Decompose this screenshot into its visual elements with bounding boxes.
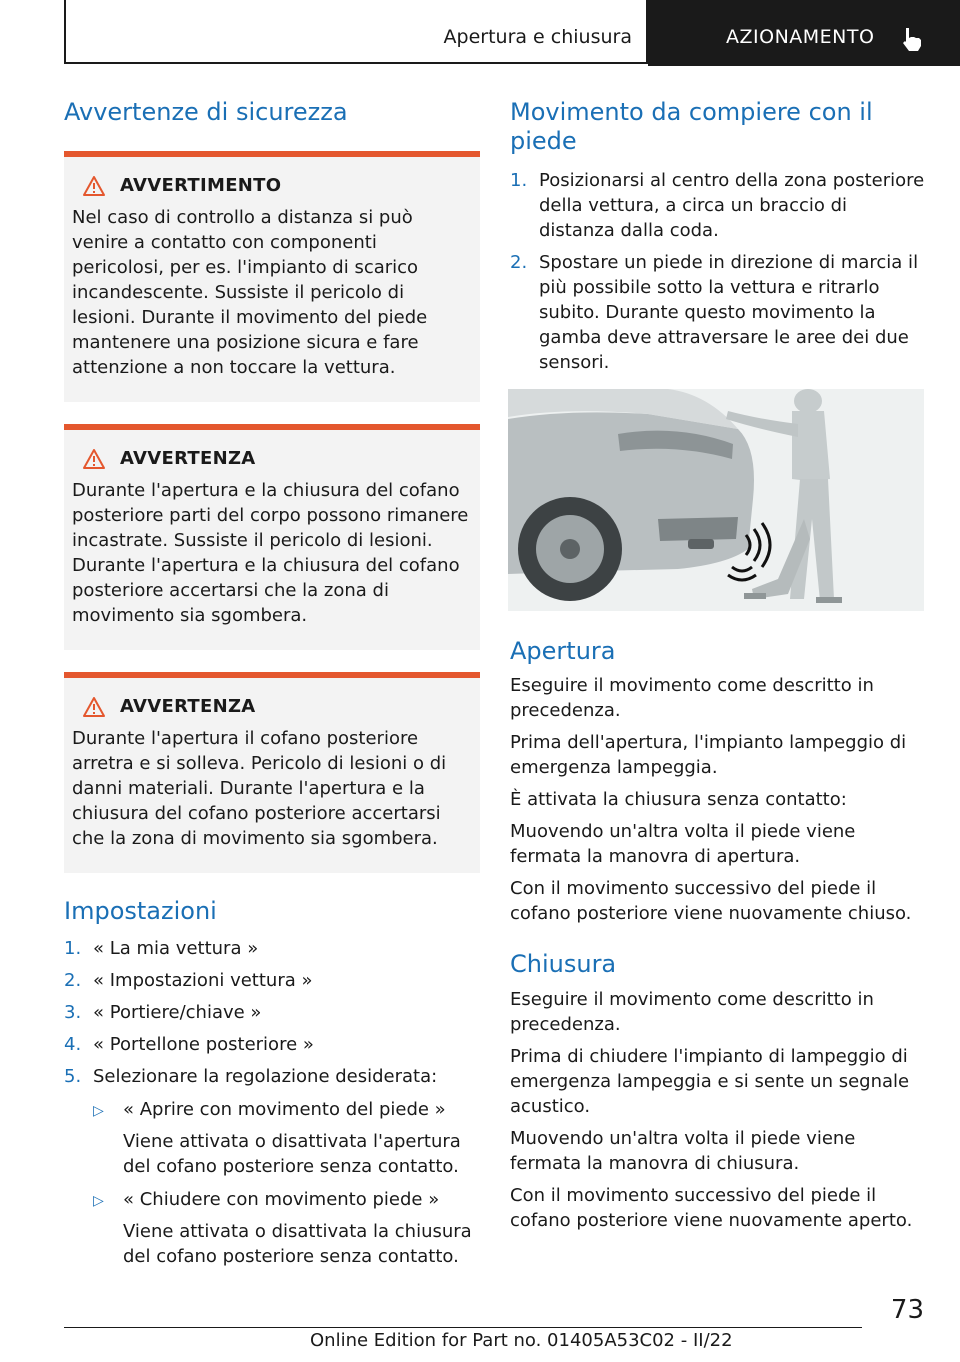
- section-title: Apertura e chiusura: [443, 26, 632, 48]
- list-item: 1. « La mia vettura »: [64, 937, 259, 959]
- warning-box: [64, 672, 480, 873]
- list-item: 3. « Portiere/chiave »: [64, 1001, 262, 1023]
- list-item: 4. « Portellone posteriore »: [64, 1033, 314, 1055]
- opening-paragraph: Muovendo un'altra volta il piede viene fermata la manovra di apertura.: [510, 821, 856, 868]
- warning-text: Durante l'apertura e la chiusura del cofano posteriore parti del corpo possono rimanere incastrate. Sussiste il pericolo di lesioni. Durante l'apertura e la chiusura del cofano posteriore accertarsi che la zona di movimento sia sgombera.: [72, 479, 469, 626]
- safety-heading: Avvertenze di sicurezza: [64, 98, 348, 126]
- warning-triangle-icon: [82, 175, 106, 197]
- closing-heading: Chiusura: [510, 950, 617, 979]
- closing-paragraph: Prima di chiudere l'impianto di lampeggio di emergenza lampeggia e si sente un segnale acustico.: [510, 1046, 910, 1118]
- opening-heading: Apertura: [510, 636, 616, 665]
- closing-paragraph: Muovendo un'altra volta il piede viene fermata la manovra di chiusura.: [510, 1128, 856, 1175]
- triangle-bullet-icon: ▷: [93, 1102, 104, 1119]
- warning-title: AVVERTIMENTO: [120, 175, 282, 197]
- section-header-box: [64, 0, 648, 64]
- opening-paragraph: È attivata la chiusura senza contatto:: [510, 789, 847, 811]
- option-item: ▷ « Aprire con movimento del piede » Viene attivata o disattivata l'apertura del cofano posteriore senza contatto.: [93, 1098, 461, 1177]
- left-column: [64, 98, 480, 1284]
- option-list: [93, 1097, 480, 1269]
- list-item: 1. Posizionarsi al centro della zona posteriore della vettura, a circa un braccio di distanza dalla coda.: [510, 169, 925, 241]
- page-header: [64, 0, 960, 66]
- opening-paragraph: Con il movimento successivo del piede il cofano posteriore viene nuovamente chiuso.: [510, 878, 912, 925]
- chapter-tab: [648, 0, 960, 66]
- warning-box: [64, 424, 480, 650]
- page-number: 73: [890, 1295, 924, 1325]
- footer-divider: [64, 1327, 862, 1328]
- opening-paragraph: Eseguire il movimento come descritto in precedenza.: [510, 675, 874, 722]
- warning-text: Durante l'apertura il cofano posteriore arretra e si solleva. Pericolo di lesioni o di danni materiali. Durante l'apertura e la chiusura del cofano posteriore accertarsi che la zona di movimento sia sgombera.: [72, 727, 447, 849]
- closing-paragraph: Eseguire il movimento come descritto in precedenza.: [510, 989, 874, 1036]
- chapter-title: AZIONAMENTO: [726, 26, 875, 48]
- list-item: 2. « Impostazioni vettura »: [64, 969, 313, 991]
- triangle-bullet-icon: ▷: [93, 1192, 104, 1209]
- settings-steps: [64, 936, 480, 1277]
- warning-box: [64, 151, 480, 402]
- list-item: 5. Selezionare la regolazione desiderata: ▷ « Aprire con movimento del piede » Viene attivata o disattivata l'apertura del cofano posteriore senza contatto. ▷ « Chiudere con movimento piede » Viene attivata o disattivata la chiusura del cofano posteriore senza contatto.: [64, 1064, 480, 1277]
- option-item: ▷ « Chiudere con movimento piede » Viene attivata o disattivata la chiusura del cofano posteriore senza contatto.: [93, 1188, 472, 1267]
- warning-title: AVVERTENZA: [120, 448, 256, 470]
- right-column: [510, 98, 926, 1240]
- closing-paragraph: Con il movimento successivo del piede il cofano posteriore viene nuovamente aperto.: [510, 1185, 913, 1232]
- warning-triangle-icon: [82, 448, 106, 470]
- edition-note: Online Edition for Part no. 01405A53C02 - II/22: [310, 1330, 733, 1351]
- warning-triangle-icon: [82, 696, 106, 718]
- movement-heading: Movimento da compiere con il piede: [510, 98, 873, 155]
- warning-text: Nel caso di controllo a distanza si può venire a contatto con componenti pericolosi, per es. l'impianto di scarico incandescente. Sussiste il pericolo di lesioni. Durante il movimento del piede mantenere una posizione sicura e fare attenzione a non toccare la vettura.: [72, 206, 428, 378]
- warning-title: AVVERTENZA: [120, 696, 256, 718]
- list-item: 2. Spostare un piede in direzione di marcia il più possibile sotto la vettura e ritrarlo subito. Durante questo movimento la gamba deve attraversare le aree dei due sensori.: [510, 251, 919, 373]
- movement-steps: [510, 168, 926, 375]
- pointing-hand-icon: [900, 26, 924, 52]
- settings-heading: Impostazioni: [64, 896, 217, 925]
- foot-gesture-illustration: [508, 389, 924, 611]
- opening-paragraph: Prima dell'apertura, l'impianto lampeggio di emergenza lampeggia.: [510, 732, 907, 779]
